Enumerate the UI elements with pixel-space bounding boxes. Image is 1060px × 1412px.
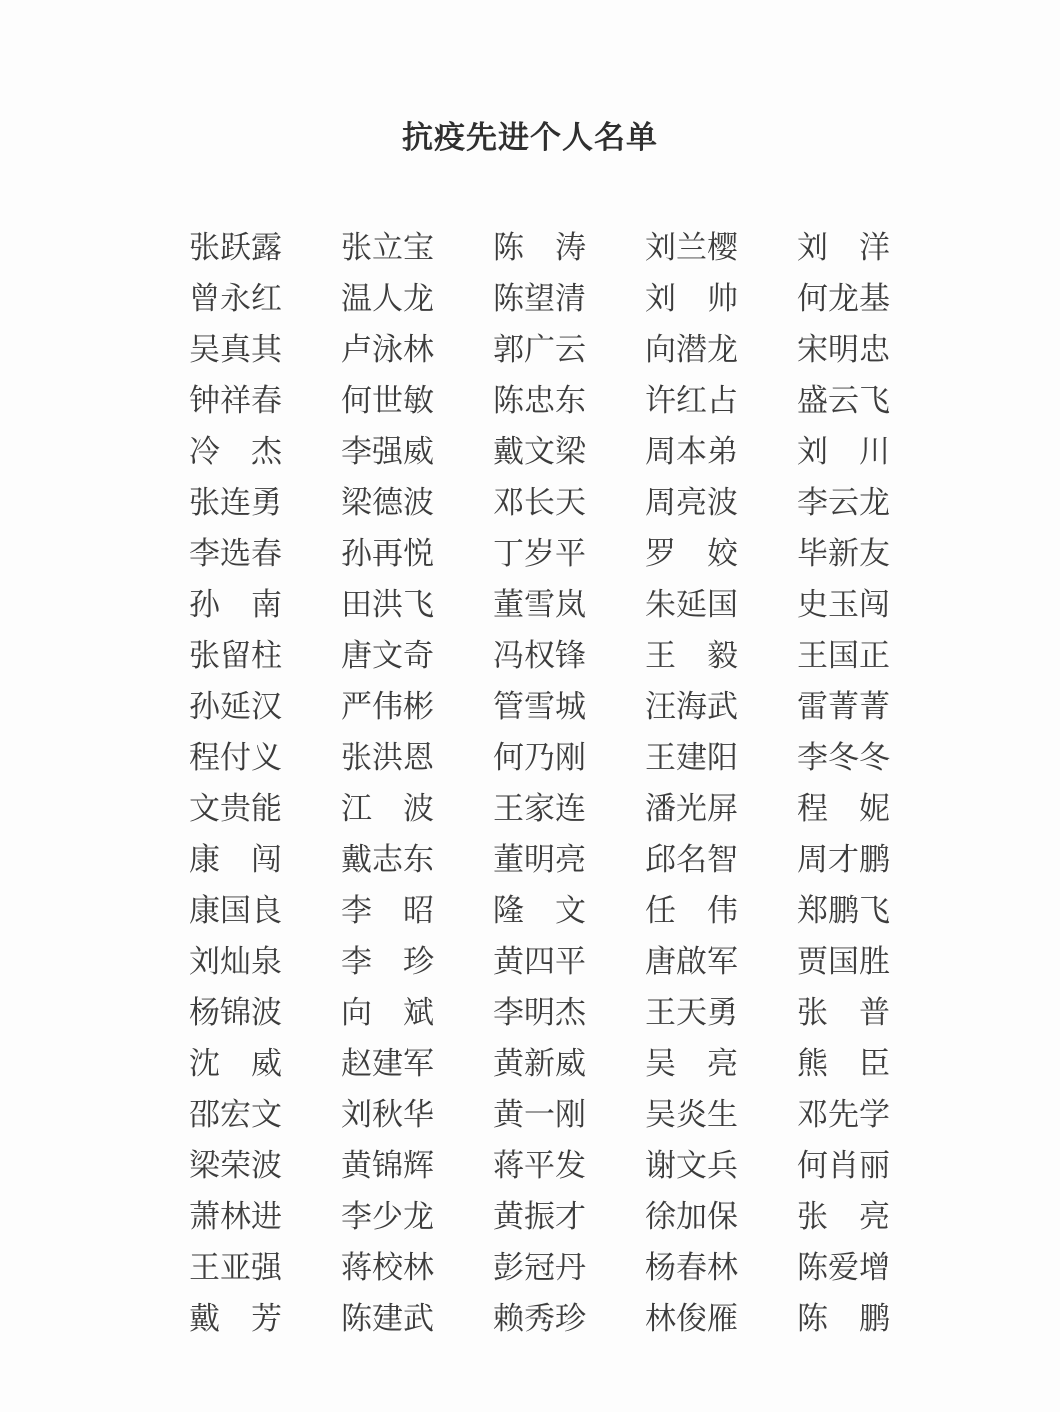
person-name: 陈爱增 — [797, 1250, 890, 1285]
person-name: 杨春林 — [645, 1250, 738, 1285]
person-name: 彭冠丹 — [493, 1250, 586, 1285]
person-name: 王亚强 — [189, 1250, 282, 1285]
person-name: 戴文梁 — [493, 434, 586, 469]
person-name: 隆 文 — [493, 893, 586, 928]
person-name: 程 妮 — [797, 791, 890, 826]
person-name: 曾永红 — [189, 281, 282, 316]
person-name: 田洪飞 — [341, 587, 434, 622]
person-name: 康国良 — [189, 893, 282, 928]
person-name: 邵宏文 — [189, 1097, 282, 1132]
person-name: 蒋平发 — [493, 1148, 586, 1183]
person-name: 熊 臣 — [797, 1046, 890, 1081]
person-name: 罗 姣 — [645, 536, 738, 571]
person-name: 黄一刚 — [493, 1097, 586, 1132]
person-name: 徐加保 — [645, 1199, 738, 1234]
person-name: 陈 鹏 — [797, 1301, 890, 1336]
person-name: 吴 亮 — [645, 1046, 738, 1081]
person-name: 周才鹏 — [797, 842, 890, 877]
person-name: 董明亮 — [493, 842, 586, 877]
person-name: 孙延汉 — [189, 689, 282, 724]
person-name: 王天勇 — [645, 995, 738, 1030]
person-name: 陈望清 — [493, 281, 586, 316]
person-name: 周本弟 — [645, 434, 738, 469]
person-name: 戴志东 — [341, 842, 434, 877]
person-name: 陈忠东 — [493, 383, 586, 418]
person-name: 许红占 — [645, 383, 738, 418]
person-name: 潘光屏 — [645, 791, 738, 826]
person-name: 孙再悦 — [341, 536, 434, 571]
person-name: 温人龙 — [341, 281, 434, 316]
person-name: 文贵能 — [189, 791, 282, 826]
person-name: 郭广云 — [493, 332, 586, 367]
person-name: 史玉闯 — [797, 587, 890, 622]
person-name: 蒋校林 — [341, 1250, 434, 1285]
person-name: 邱名智 — [645, 842, 738, 877]
person-name: 刘 帅 — [645, 281, 738, 316]
person-name: 朱延国 — [645, 587, 738, 622]
person-name: 杨锦波 — [189, 995, 282, 1030]
person-name: 何肖丽 — [797, 1148, 890, 1183]
person-name: 梁德波 — [341, 485, 434, 520]
person-name: 李明杰 — [493, 995, 586, 1030]
person-name: 周亮波 — [645, 485, 738, 520]
person-name: 刘 川 — [797, 434, 890, 469]
person-name: 林俊雁 — [645, 1301, 738, 1336]
person-name: 盛云飞 — [797, 383, 890, 418]
person-name: 李冬冬 — [797, 740, 890, 775]
person-name: 卢泳林 — [341, 332, 434, 367]
person-name: 梁荣波 — [189, 1148, 282, 1183]
person-name: 张 普 — [797, 995, 890, 1030]
person-name: 戴 芳 — [189, 1301, 282, 1336]
person-name: 刘 洋 — [797, 230, 890, 265]
names-list — [189, 222, 891, 1344]
person-name: 李强威 — [341, 434, 434, 469]
person-name: 毕新友 — [797, 536, 890, 571]
person-name: 吴炎生 — [645, 1097, 738, 1132]
person-name: 黄锦辉 — [341, 1148, 434, 1183]
person-name: 唐啟军 — [645, 944, 738, 979]
person-name: 董雪岚 — [493, 587, 586, 622]
person-name: 李云龙 — [797, 485, 890, 520]
person-name: 冷 杰 — [189, 434, 282, 469]
person-name: 邓先学 — [797, 1097, 890, 1132]
person-name: 张连勇 — [189, 485, 282, 520]
person-name: 黄四平 — [493, 944, 586, 979]
person-name: 张留柱 — [189, 638, 282, 673]
person-name: 陈建武 — [341, 1301, 434, 1336]
person-name: 向潜龙 — [645, 332, 738, 367]
person-name: 谢文兵 — [645, 1148, 738, 1183]
person-name: 刘秋华 — [341, 1097, 434, 1132]
person-name: 王家连 — [493, 791, 586, 826]
person-name: 李选春 — [189, 536, 282, 571]
person-name: 管雪城 — [493, 689, 586, 724]
person-name: 唐文奇 — [341, 638, 434, 673]
person-name: 吴真其 — [189, 332, 282, 367]
person-name: 王 毅 — [645, 638, 738, 673]
person-name: 张跃露 — [189, 230, 282, 265]
person-name: 钟祥春 — [189, 383, 282, 418]
person-name: 贾国胜 — [797, 944, 890, 979]
person-name: 张立宝 — [341, 230, 434, 265]
person-name: 王国正 — [797, 638, 890, 673]
person-name: 郑鹏飞 — [797, 893, 890, 928]
person-name: 萧林进 — [189, 1199, 282, 1234]
person-name: 黄新威 — [493, 1046, 586, 1081]
person-name: 江 波 — [341, 791, 434, 826]
person-name: 李 昭 — [341, 893, 434, 928]
person-name: 黄振才 — [493, 1199, 586, 1234]
person-name: 赵建军 — [341, 1046, 434, 1081]
person-name: 任 伟 — [645, 893, 738, 928]
person-name: 王建阳 — [645, 740, 738, 775]
person-name: 孙 南 — [189, 587, 282, 622]
person-name: 李少龙 — [341, 1199, 434, 1234]
person-name: 张 亮 — [797, 1199, 890, 1234]
person-name: 刘兰樱 — [645, 230, 738, 265]
person-name: 何龙基 — [797, 281, 890, 316]
person-name: 宋明忠 — [797, 332, 890, 367]
person-name: 何乃刚 — [493, 740, 586, 775]
person-name: 丁岁平 — [493, 536, 586, 571]
person-name: 何世敏 — [341, 383, 434, 418]
person-name: 严伟彬 — [341, 689, 434, 724]
person-name: 向 斌 — [341, 995, 434, 1030]
person-name: 雷菁菁 — [797, 689, 890, 724]
person-name: 康 闯 — [189, 842, 282, 877]
person-name: 陈 涛 — [493, 230, 586, 265]
person-name: 刘灿泉 — [189, 944, 282, 979]
person-name: 程付义 — [189, 740, 282, 775]
person-name: 赖秀珍 — [493, 1301, 586, 1336]
document-title: 抗疫先进个人名单 — [402, 120, 658, 155]
person-name: 张洪恩 — [341, 740, 434, 775]
person-name: 冯权锋 — [493, 638, 586, 673]
person-name: 汪海武 — [645, 689, 738, 724]
person-name: 邓长天 — [493, 485, 586, 520]
person-name: 沈 威 — [189, 1046, 282, 1081]
person-name: 李 珍 — [341, 944, 434, 979]
